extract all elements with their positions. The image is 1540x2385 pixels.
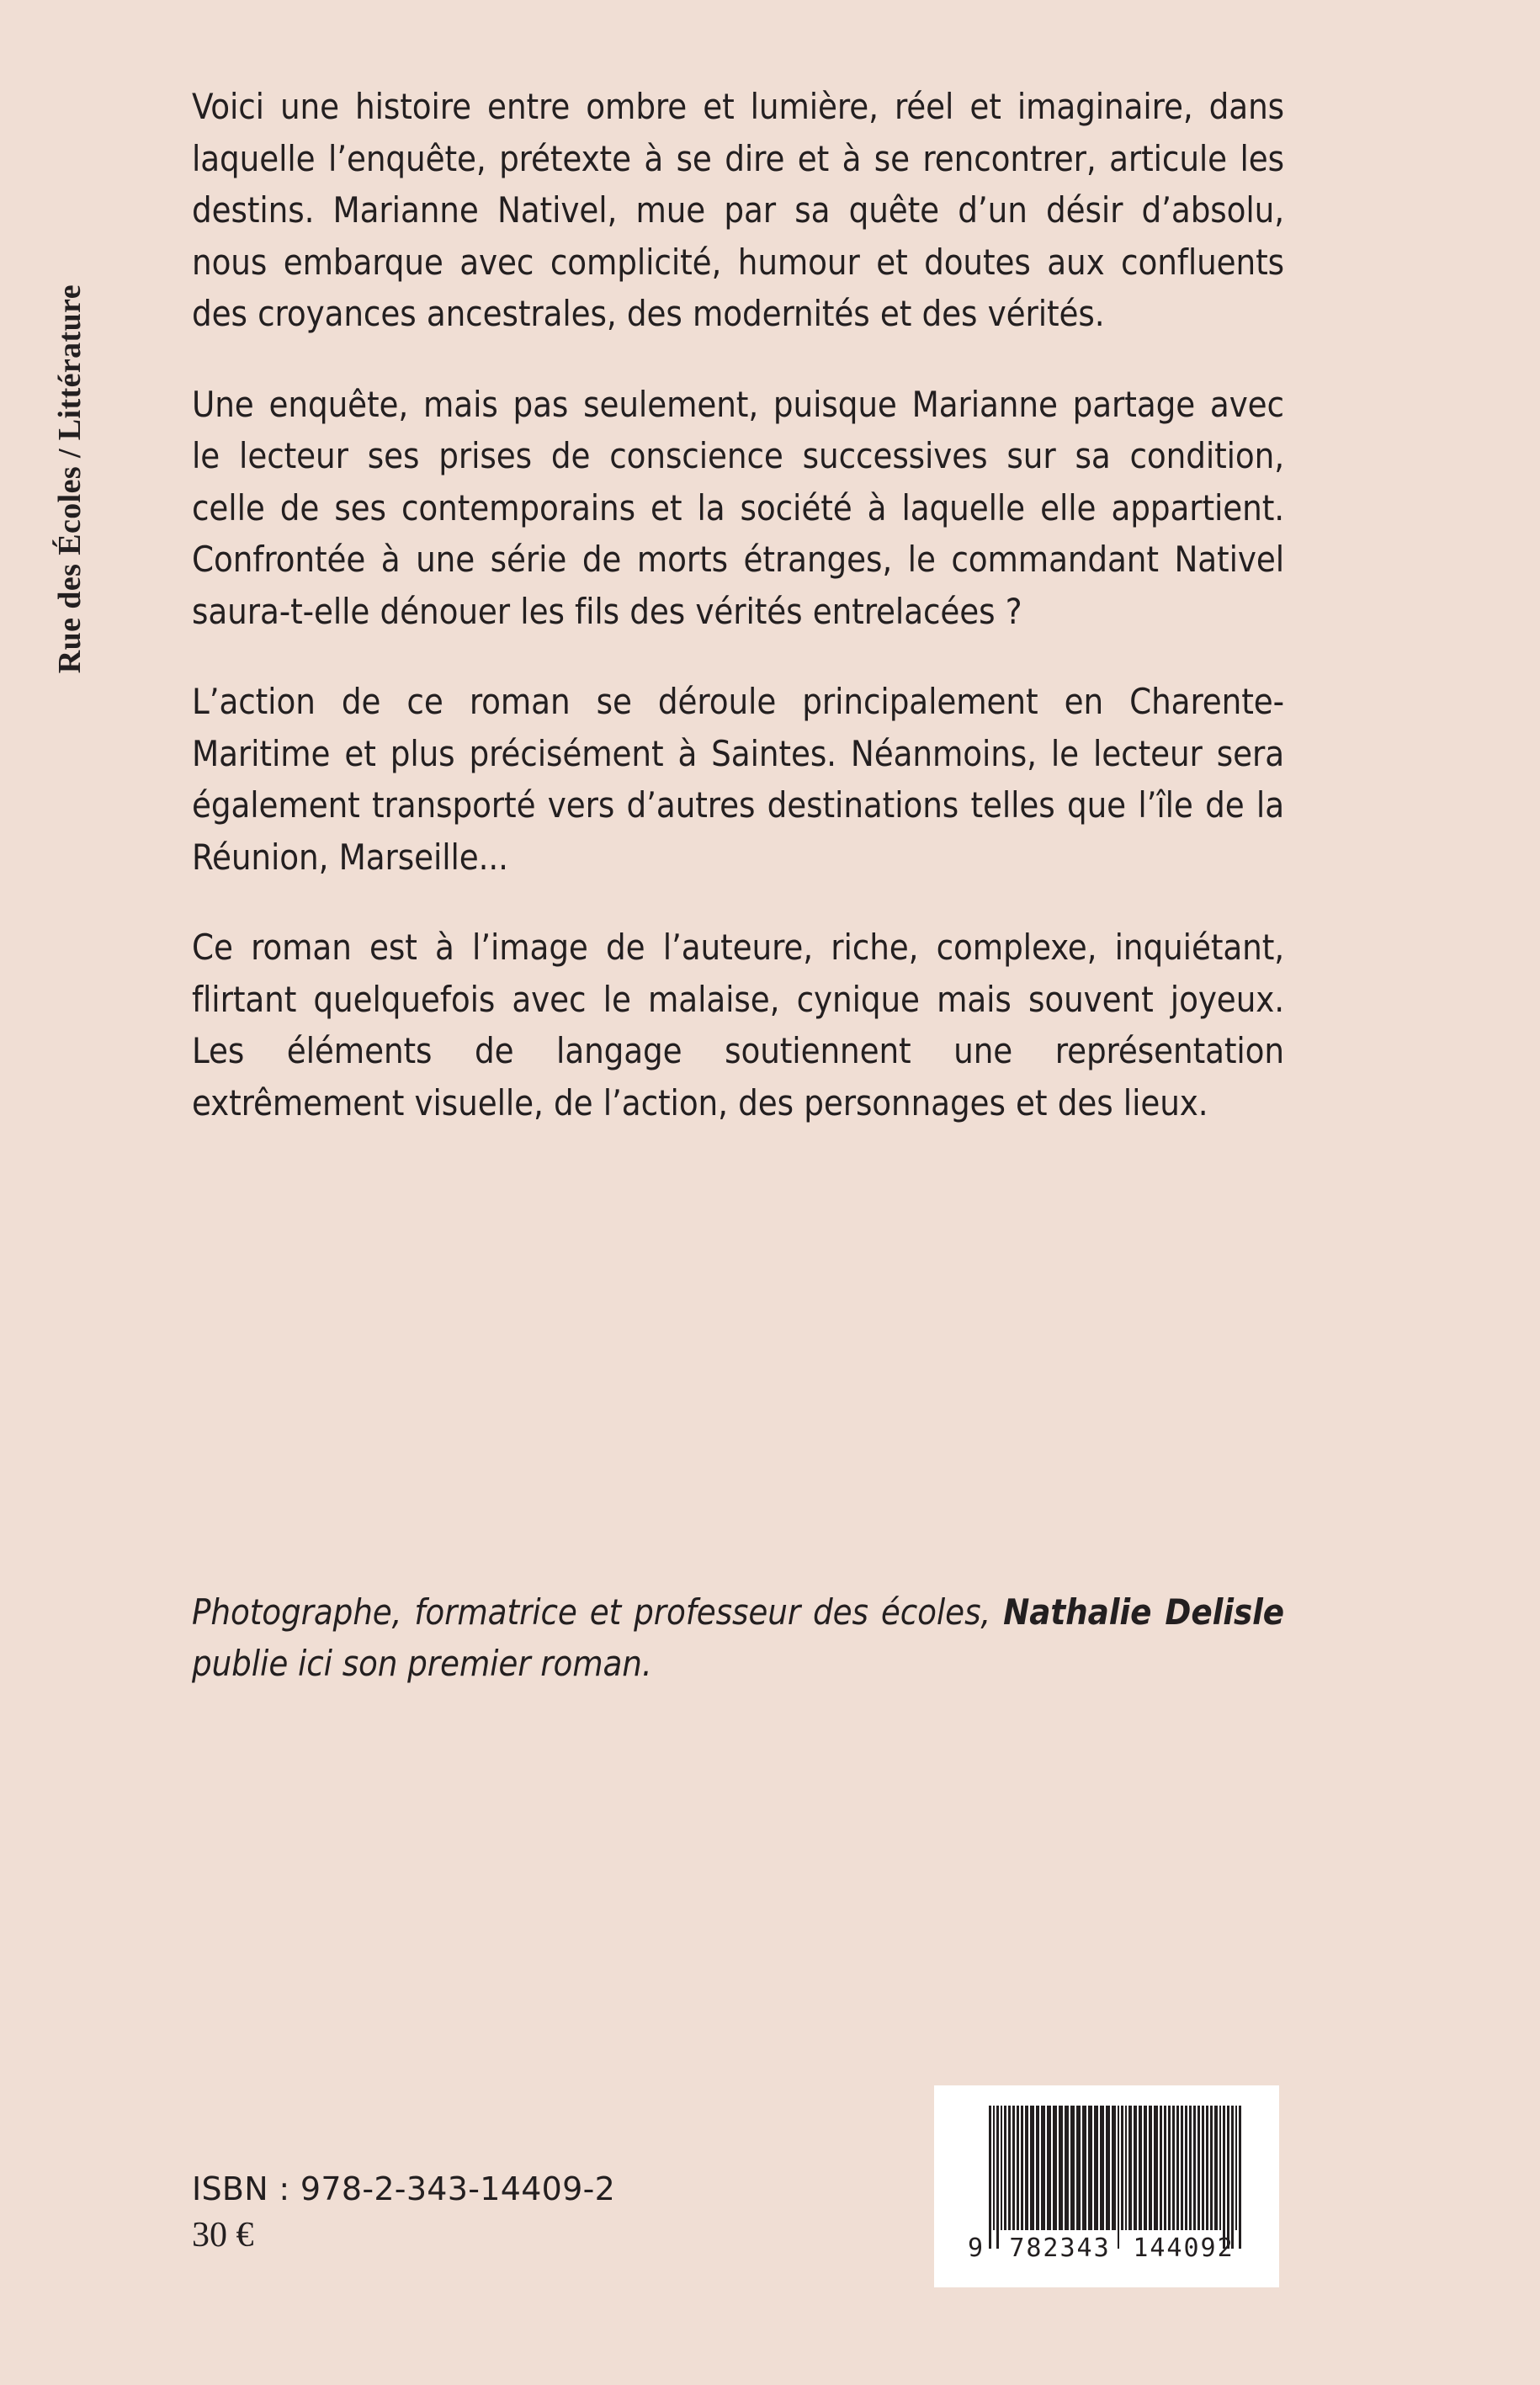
barcode-bar: [1210, 2106, 1213, 2230]
barcode-bar: [1197, 2106, 1200, 2230]
barcode-bar: [1214, 2106, 1218, 2230]
barcode-bar: [1021, 2106, 1023, 2230]
barcode-bar: [1106, 2106, 1110, 2230]
blurb-paragraph-2: Une enquête, mais pas seulement, puisque Marianne partage avec le lecteur ses prises de conscience successives sur sa condition, celle de ses contemporains et la société à laquelle elle appartient. Confrontée à une série de morts étranges, le commandant Nativel saura-t-elle dénouer les fils des vérités entrelacées ?: [192, 383, 1284, 632]
barcode-bar: [1154, 2106, 1158, 2230]
barcode-bar: [1227, 2106, 1229, 2249]
barcode-bar: [1139, 2106, 1142, 2230]
barcode-bar: [1100, 2106, 1104, 2230]
barcode-digits: [968, 2234, 1245, 2262]
barcode-graphic: [968, 2106, 1245, 2274]
barcode-bar: [993, 2106, 995, 2230]
author-name: Nathalie Delisle: [1003, 1591, 1284, 1633]
barcode-bar: [1008, 2106, 1011, 2230]
barcode-bar: [1149, 2106, 1152, 2230]
barcode-bar: [1223, 2106, 1225, 2249]
barcode-bar: [1025, 2106, 1028, 2230]
barcode-bar: [1160, 2106, 1162, 2230]
price-text: 30 €: [192, 2216, 254, 2255]
barcode-bar: [1239, 2106, 1241, 2249]
barcode-right-group: 144092: [1133, 2233, 1235, 2263]
barcode-bar: [1076, 2106, 1081, 2230]
barcode-bar: [1219, 2106, 1221, 2230]
barcode-bar: [1235, 2106, 1237, 2230]
barcode-bar: [1128, 2106, 1132, 2230]
barcode-bar: [1231, 2106, 1234, 2249]
blurb-text-column: [192, 81, 1284, 1129]
isbn-text: ISBN : 978-2-343-14409-2: [192, 2170, 616, 2207]
blurb-paragraph-3: L’action de ce roman se déroule principalement en Charente-Maritime et plus précisément à Saintes. Néanmoins, le lecteur sera également transporté vers d’autres destinations telles que l’île de la Réunion, Marseille...: [192, 681, 1284, 878]
barcode-bar: [1202, 2106, 1204, 2230]
barcode-bar: [996, 2106, 999, 2249]
barcode-bar: [1193, 2106, 1196, 2230]
barcode-bar: [1012, 2106, 1015, 2230]
barcode-bar: [1094, 2106, 1098, 2230]
barcode-left-group: 782343: [1009, 2233, 1111, 2263]
author-bio: [192, 1586, 1284, 1690]
barcode-bars: [989, 2106, 1245, 2230]
barcode-bar: [1088, 2106, 1092, 2230]
barcode-bar: [1017, 2106, 1019, 2230]
barcode-bar: [1112, 2106, 1116, 2230]
barcode-bar: [989, 2106, 991, 2249]
barcode-lead-digit: 9: [968, 2233, 985, 2263]
barcode-bar: [1172, 2106, 1175, 2230]
barcode-bar: [1144, 2106, 1147, 2230]
barcode-bar: [1176, 2106, 1179, 2230]
barcode-bar: [1121, 2106, 1123, 2230]
barcode-bar: [1053, 2106, 1057, 2230]
barcode-bar: [1185, 2106, 1187, 2230]
barcode-bar: [1206, 2106, 1208, 2230]
barcode-bar: [1181, 2106, 1183, 2230]
barcode-bar: [1168, 2106, 1171, 2230]
imprint-block: [192, 2168, 615, 2257]
collection-label-text: Rue des Écoles / Littérature: [52, 284, 88, 673]
barcode-bar: [1036, 2106, 1039, 2230]
barcode-bar: [1134, 2106, 1137, 2230]
barcode-bar: [1004, 2106, 1006, 2230]
barcode-panel: [934, 2085, 1279, 2287]
barcode-bar: [1070, 2106, 1075, 2230]
blurb-paragraph-4: Ce roman est à l’image de l’auteure, riche, complexe, inquiétant, flirtant quelquefois avec le malaise, cynique mais souvent joyeux. Les éléments de langage soutiennent une représentation extrêmement visuelle, de l’action, des personnages et des lieux.: [192, 927, 1284, 1123]
barcode-bar: [1082, 2106, 1086, 2230]
barcode-bar: [1059, 2106, 1063, 2230]
barcode-bar: [1125, 2106, 1127, 2230]
barcode-bar: [1041, 2106, 1045, 2230]
barcode-bar: [1030, 2106, 1034, 2230]
author-bio-suffix: publie ici son premier roman.: [192, 1643, 652, 1684]
barcode-bar: [1047, 2106, 1051, 2230]
barcode-bar: [1164, 2106, 1166, 2230]
barcode-bar: [1001, 2106, 1002, 2230]
barcode-bar: [1065, 2106, 1069, 2230]
barcode-bar: [1189, 2106, 1192, 2230]
author-bio-prefix: Photographe, formatrice et professeur des écoles,: [192, 1591, 1004, 1633]
barcode-bar: [1118, 2106, 1119, 2249]
blurb-paragraph-1: Voici une histoire entre ombre et lumière, réel et imaginaire, dans laquelle l’enquête, prétexte à se dire et à se rencontrer, articule les destins. Marianne Nativel, mue par sa quête d’un désir d’absolu, nous embarque avec complicité, humour et doutes aux confluents des croyances ancestrales, des modernités et des vérités.: [192, 86, 1284, 334]
collection-spine-label: [40, 50, 99, 673]
